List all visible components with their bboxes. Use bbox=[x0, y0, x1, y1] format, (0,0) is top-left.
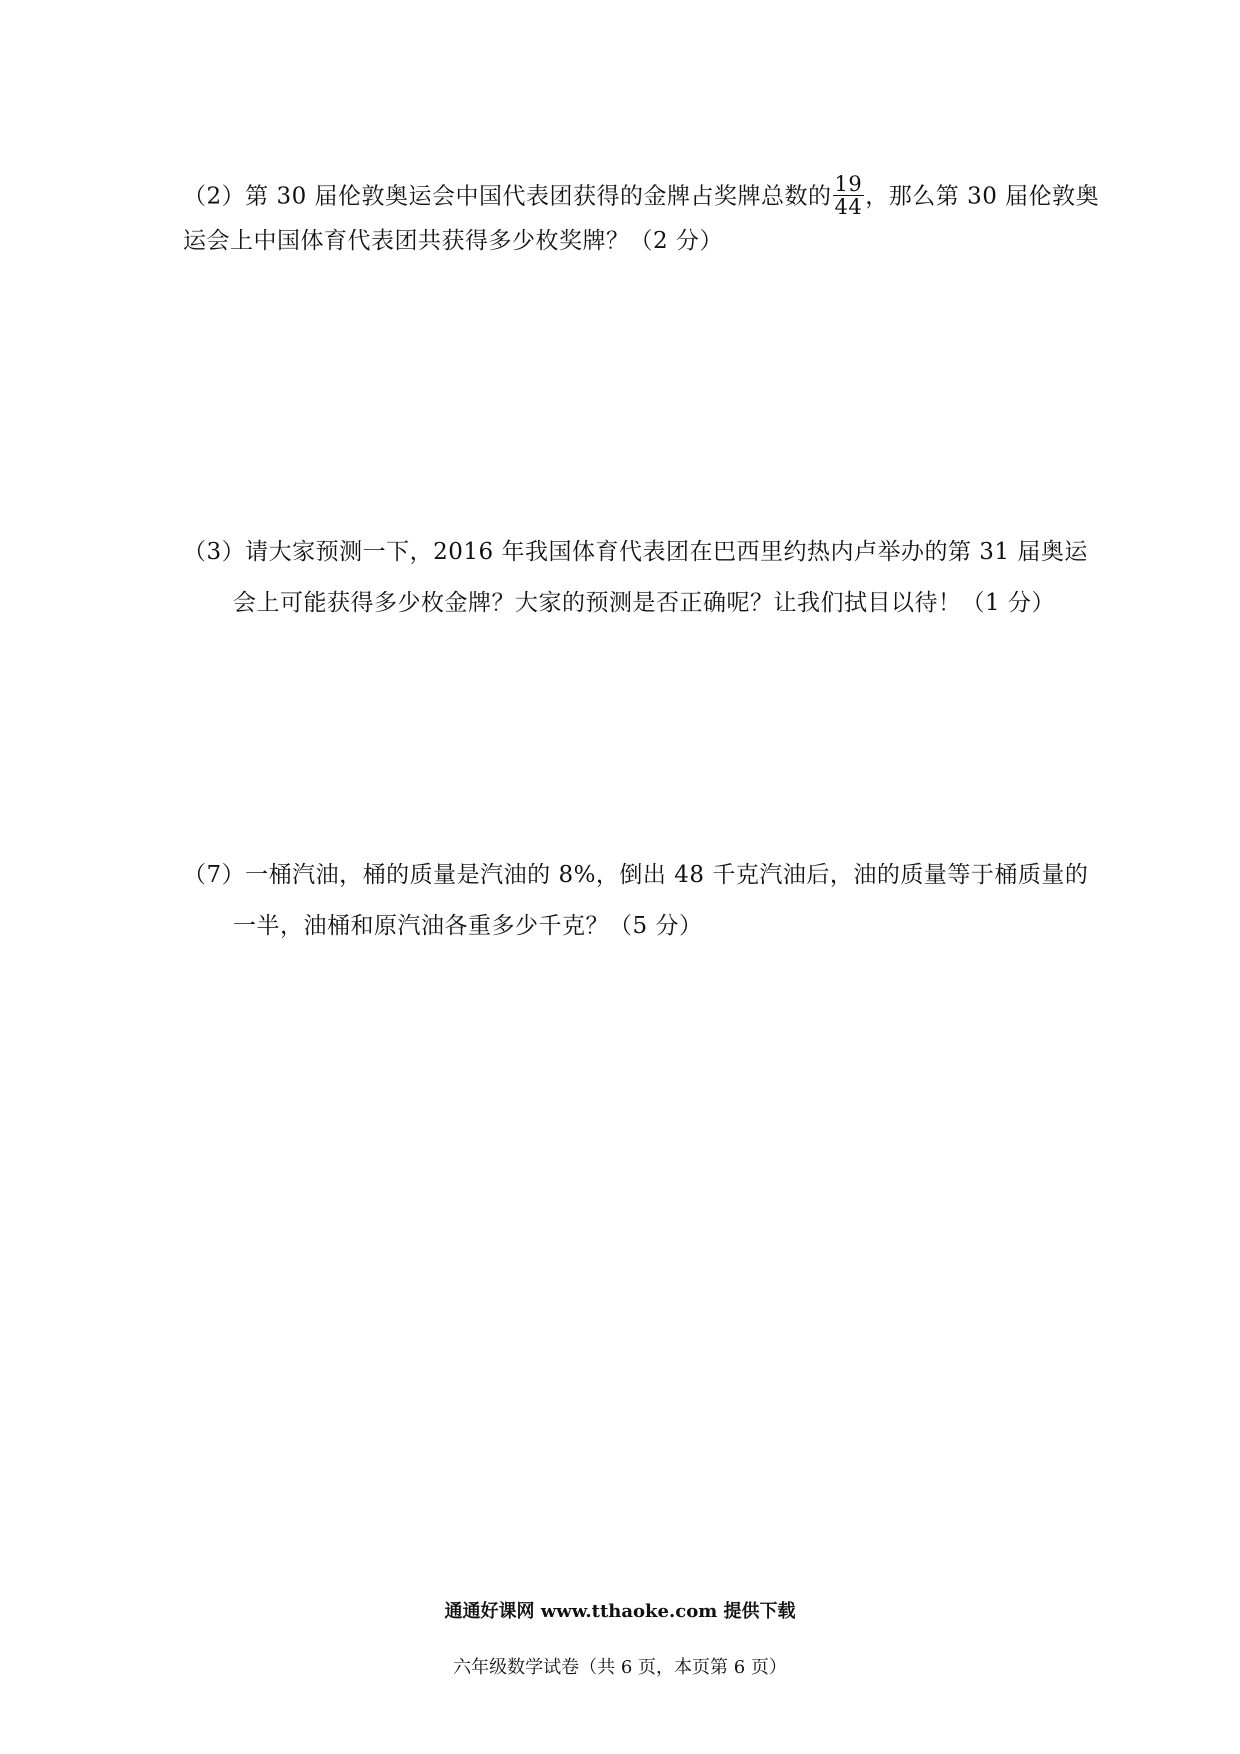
question-2-text-after-fraction: ，那么第 30 届伦敦奥 bbox=[865, 183, 1100, 210]
fraction-19-44 bbox=[833, 173, 865, 218]
question-3-line-2: 会上可能获得多少枚金牌？大家的预测是否正确呢？让我们拭目以待！（1 分） bbox=[233, 590, 1055, 616]
question-3-line-1: （3）请大家预测一下，2016 年我国体育代表团在巴西里约热内卢举办的第 31 届奥运 bbox=[183, 539, 1088, 565]
footer-source: 通通好课网 www.tthaoke.com 提供下载 bbox=[444, 1601, 796, 1622]
question-2-text-before-fraction: （2）第 30 届伦敦奥运会中国代表团获得的金牌占奖牌总数的 bbox=[183, 183, 832, 210]
question-7-line-2: 一半，油桶和原汽油各重多少千克？（5 分） bbox=[233, 913, 703, 939]
fraction-numerator: 19 bbox=[834, 172, 863, 196]
question-2-line-2: 运会上中国体育代表团共获得多少枚奖牌？（2 分） bbox=[183, 228, 723, 254]
question-2-line-1 bbox=[183, 172, 1100, 220]
fraction-denominator: 44 bbox=[834, 195, 863, 219]
question-7-line-1: （7）一桶汽油，桶的质量是汽油的 8%，倒出 48 千克汽油后，油的质量等于桶质量的 bbox=[183, 862, 1089, 888]
footer-page-info: 六年级数学试卷（共 6 页，本页第 6 页） bbox=[453, 1657, 787, 1678]
